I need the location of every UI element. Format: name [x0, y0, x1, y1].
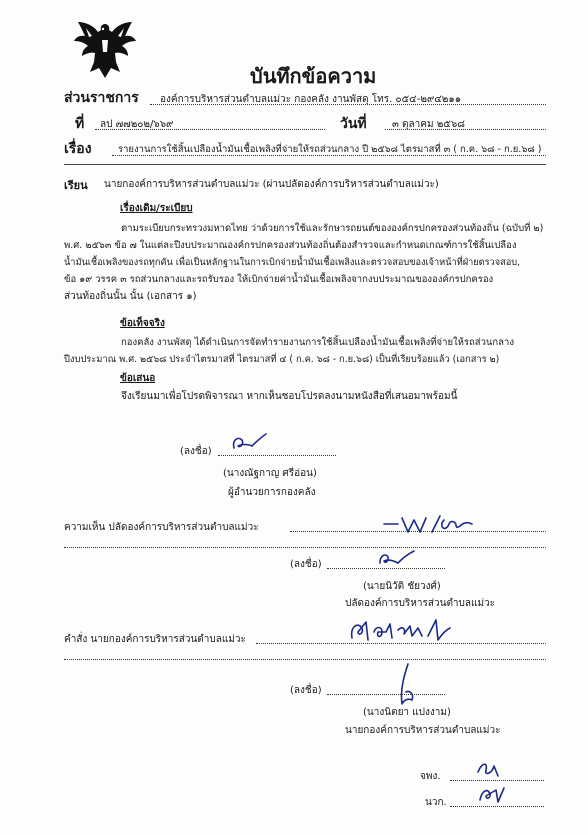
footer-officer-label: จพง.: [420, 771, 441, 782]
initials-signature-icon: [476, 780, 508, 806]
handwritten-signature-icon: [228, 428, 276, 456]
sign-label: (ลงชื่อ): [290, 559, 322, 570]
agency-dotted-line: [150, 104, 546, 105]
proposal-line: จึงเรียนมาเพื่อโปรดพิจารณา หากเห็นชอบโปรดลงนามหนังสือที่เสนอมาพร้อมนี้: [121, 391, 458, 402]
signer3-title: นายกองค์การบริหารส่วนตำบลแม่วะ: [345, 725, 501, 736]
reference-value: ลป ๗๗๒๐๒/๖๖๙: [100, 119, 174, 130]
handwritten-note-icon: [380, 510, 476, 538]
background-line: พ.ศ. ๒๕๖๓ ข้อ ๗ ในแต่ละปีงบประมาณองค์กรปกครองส่วนท้องถิ่นต้องสำรวจและกำหนดเกณฑ์การใช้สิ้นเปลือง: [64, 240, 517, 251]
date-label: วันที่: [340, 116, 367, 132]
handwritten-note-icon: [346, 614, 454, 648]
handwritten-signature-icon: [376, 545, 420, 571]
background-line: ข้อ ๑๙ วรรค ๓ รถส่วนกลางและรถรับรอง ให้เบิกจ่ายค่าน้ำมันเชื้อเพลิงจากงบประมาณขององค์กรปกครอง: [64, 274, 494, 285]
handwritten-signature-icon: [388, 660, 428, 710]
facts-heading: ข้อเท็จจริง: [120, 318, 165, 329]
footer-analyst-dotted-line: [450, 806, 544, 807]
facts-line: ปีงบประมาณ พ.ศ. ๒๕๖๘ ประจำไตรมาสที่ ไตรมาสที่ ๔ ( ก.ค. ๖๘ - ก.ย.๖๘) เป็นที่เรียบร้อยแล้ว (เอกสาร ๒): [64, 354, 500, 365]
sign-label: (ลงชื่อ): [290, 685, 322, 696]
facts-line: กองคลัง งานพัสดุ ได้ดำเนินการจัดทำรายงานการใช้สิ้นเปลืองน้ำมันเชื้อเพลิงที่จ่ายให้รถส่วนกลาง: [121, 337, 514, 348]
garuda-emblem-icon: [72, 18, 138, 82]
sign-label: (ลงชื่อ): [180, 446, 212, 457]
subject-value: รายงานการใช้สิ้นเปลืองน้ำมันเชื้อเพลิงที่จ่ายให้รถส่วนกลาง ปี ๒๕๖๘ ไตรมาสที่ ๓ ( ก.ค. ๖๘ - ก.ย.๖๘ ): [118, 144, 542, 155]
subject-label: เรื่อง: [64, 141, 92, 157]
signer3-name: (นางนิตยา แปงงาม): [363, 707, 451, 718]
background-line: ส่วนท้องถิ่นนั้น นั้น (เอกสาร ๑): [64, 291, 197, 302]
signer2-name: (นายนิวัติ ชัยวงศ์): [363, 581, 441, 592]
background-line: น้ำมันเชื้อเพลิงของรถทุกคัน เพื่อเป็นหลักฐานในการเบิกจ่ายน้ำมันเชื้อเพลิงและตรวจสอบของเจ้าหน้าที่ฝ่ายตรวจสอบ,: [64, 257, 520, 268]
date-value: ๓ ตุลาคม ๒๕๖๘: [392, 119, 465, 130]
signer2-title: ปลัดองค์การบริหารส่วนตำบลแม่วะ: [345, 598, 496, 609]
reference-label: ที่: [75, 116, 85, 132]
opinion-dotted-line-2: [64, 547, 546, 548]
agency-value: องค์การบริหารส่วนตำบลแม่วะ กองคลัง งานพัสดุ โทร. ๐๕๔-๒๙๔๒๑๑: [160, 94, 462, 105]
signer1-name: (นางณัฐกาญ ศรีอ่อน): [223, 468, 317, 479]
document-title: บันทึกข้อความ: [250, 64, 377, 88]
recipient-value: นายกองค์การบริหารส่วนตำบลแม่วะ (ผ่านปลัดองค์การบริหารส่วนตำบลแม่วะ): [104, 179, 439, 190]
proposal-heading: ข้อเสนอ: [120, 373, 156, 384]
order-label: คำสั่ง นายกองค์การบริหารส่วนตำบลแม่วะ: [64, 634, 246, 645]
date-dotted-line: [385, 129, 546, 130]
background-heading: เรื่องเดิม/ระเบียบ: [120, 203, 193, 214]
subject-dotted-line: [112, 155, 546, 156]
header-divider: [64, 164, 546, 165]
footer-analyst-label: นวก.: [425, 797, 447, 808]
reference-dotted-line: [95, 129, 325, 130]
opinion-label: ความเห็น ปลัดองค์การบริหารส่วนตำบลแม่วะ: [64, 522, 259, 533]
signer1-title: ผู้อำนวยการกองคลัง: [228, 487, 316, 498]
agency-label: ส่วนราชการ: [64, 90, 139, 106]
initials-signature-icon: [474, 754, 504, 780]
background-line: ตามระเบียบกระทรวงมหาดไทย ว่าด้วยการใช้และรักษารถยนต์ขององค์กรปกครองส่วนท้องถิ่น (ฉบับที่ ๒): [121, 223, 544, 234]
order-dotted-line-2: [64, 659, 546, 660]
recipient-label: เรียน: [64, 179, 88, 192]
